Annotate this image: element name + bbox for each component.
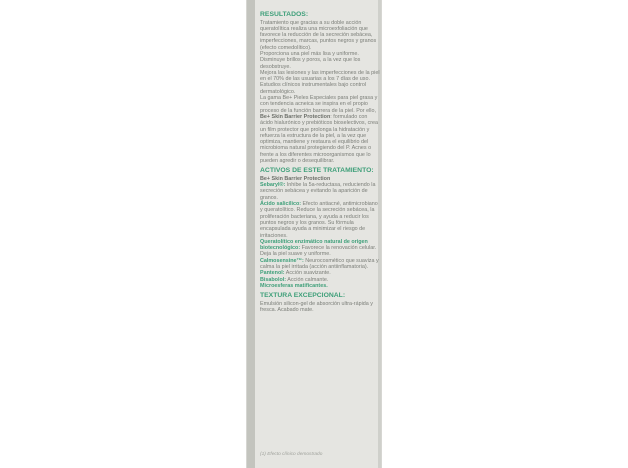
activo-name: Sebaryl®: [260, 182, 286, 189]
activos-heading: ACTIVOS DE ESTE TRATAMIENTO: [260, 167, 374, 175]
activo-name: Microesferas matificantes. [260, 282, 328, 289]
activo-name: Queratolítico enzimático natural de origen biotecnológico: [260, 238, 368, 252]
textura-text: Emulsión silicon-gel de absorción ultra-rápida y fresca. Acabado mate. [260, 300, 373, 313]
activos-brand: Be+ Skin Barrier Protection [260, 175, 331, 182]
panel-text [260, 11, 381, 313]
activo-item [260, 283, 381, 289]
textura-heading: TEXTURA EXCEPCIONAL: [260, 292, 346, 300]
resultados-paragraph-3: Mejora las lesiones y las imperfecciones de la piel en el 70% de las usuarias a los 7 días de uso. [260, 69, 380, 83]
activo-item [260, 182, 381, 201]
resultados-paragraph-2: Proporciona una piel más lisa y uniforme. Disminuye brillos y poros, a la vez que los desobstruye. [260, 50, 361, 70]
footnote: (1) Efecto clínico demostrado [260, 452, 323, 457]
resultados-heading: RESULTADOS: [260, 11, 309, 18]
activo-text: Acción calmante. [286, 276, 329, 283]
activo-text: Favorece la renovación celular. Deja la piel suave y uniforme. [260, 245, 377, 258]
activo-item [260, 239, 381, 258]
activo-item [260, 201, 381, 239]
activo-text: Inhibe la 5a-reductasa, reduciendo la secreción sebácea y evitando la aparición de granos. [260, 182, 376, 201]
activo-name: Pantenol: [260, 270, 285, 277]
resultados-brand: Be+ Skin Barrier Protection [260, 113, 331, 120]
resultados-paragraph-1: Tratamiento que gracias a su doble acción queratolítica realiza una microexfoliación que favorece la reducción de la secreción sebácea, imperfecciones, marcas, puntos negros y granos (efecto comedolítico). [260, 19, 377, 51]
activo-name: Bisabolol: [260, 276, 287, 283]
box-edge-stripe [247, 0, 255, 468]
activo-name: Calmosensine™: [260, 257, 304, 264]
resultados-paragraph-4: Estudios clínicos instrumentales bajo control dermatológico. [260, 82, 367, 95]
resultados-paragraph-5 [260, 95, 381, 164]
activo-text: Neurocosmético que suaviza y calma la piel irritada (acción antiinflamatoria). [260, 257, 379, 270]
activo-text: Efecto antiacné, antimicrobiano y queratolítico. Reduce la secreción sebácea, la proliferación bacteriana, y ayuda a reducir los puntos negros y los granos. Su fórmula encapsulada ayuda a minimizar el riesgo de irritaciones. [260, 201, 378, 239]
resultados-p5-intro: La gama Be+ Pieles Especiales para piel grasa y con tendencia acneica se inspira en el propio proceso de la función barrera de la piel. Por ello, [260, 95, 378, 114]
activo-text: Acción suavizante. [284, 270, 331, 277]
activo-item [260, 258, 381, 271]
activo-name: Ácido salicílico: [260, 201, 302, 208]
resultados-p5-body: : formulado con ácido hialurónico y prebióticos bioselectivos, crea un film protector que prolonga la hidratación y refuerza la estructura de la piel, a la vez que optimiza, mantiene y restaura el equilibrio del microbioma natural protegiendo del P. Acnes o frente a los diferentes microorganismos que lo pueden agredir o desequilibrar. [260, 113, 379, 165]
product-box-side-panel [246, 0, 382, 468]
